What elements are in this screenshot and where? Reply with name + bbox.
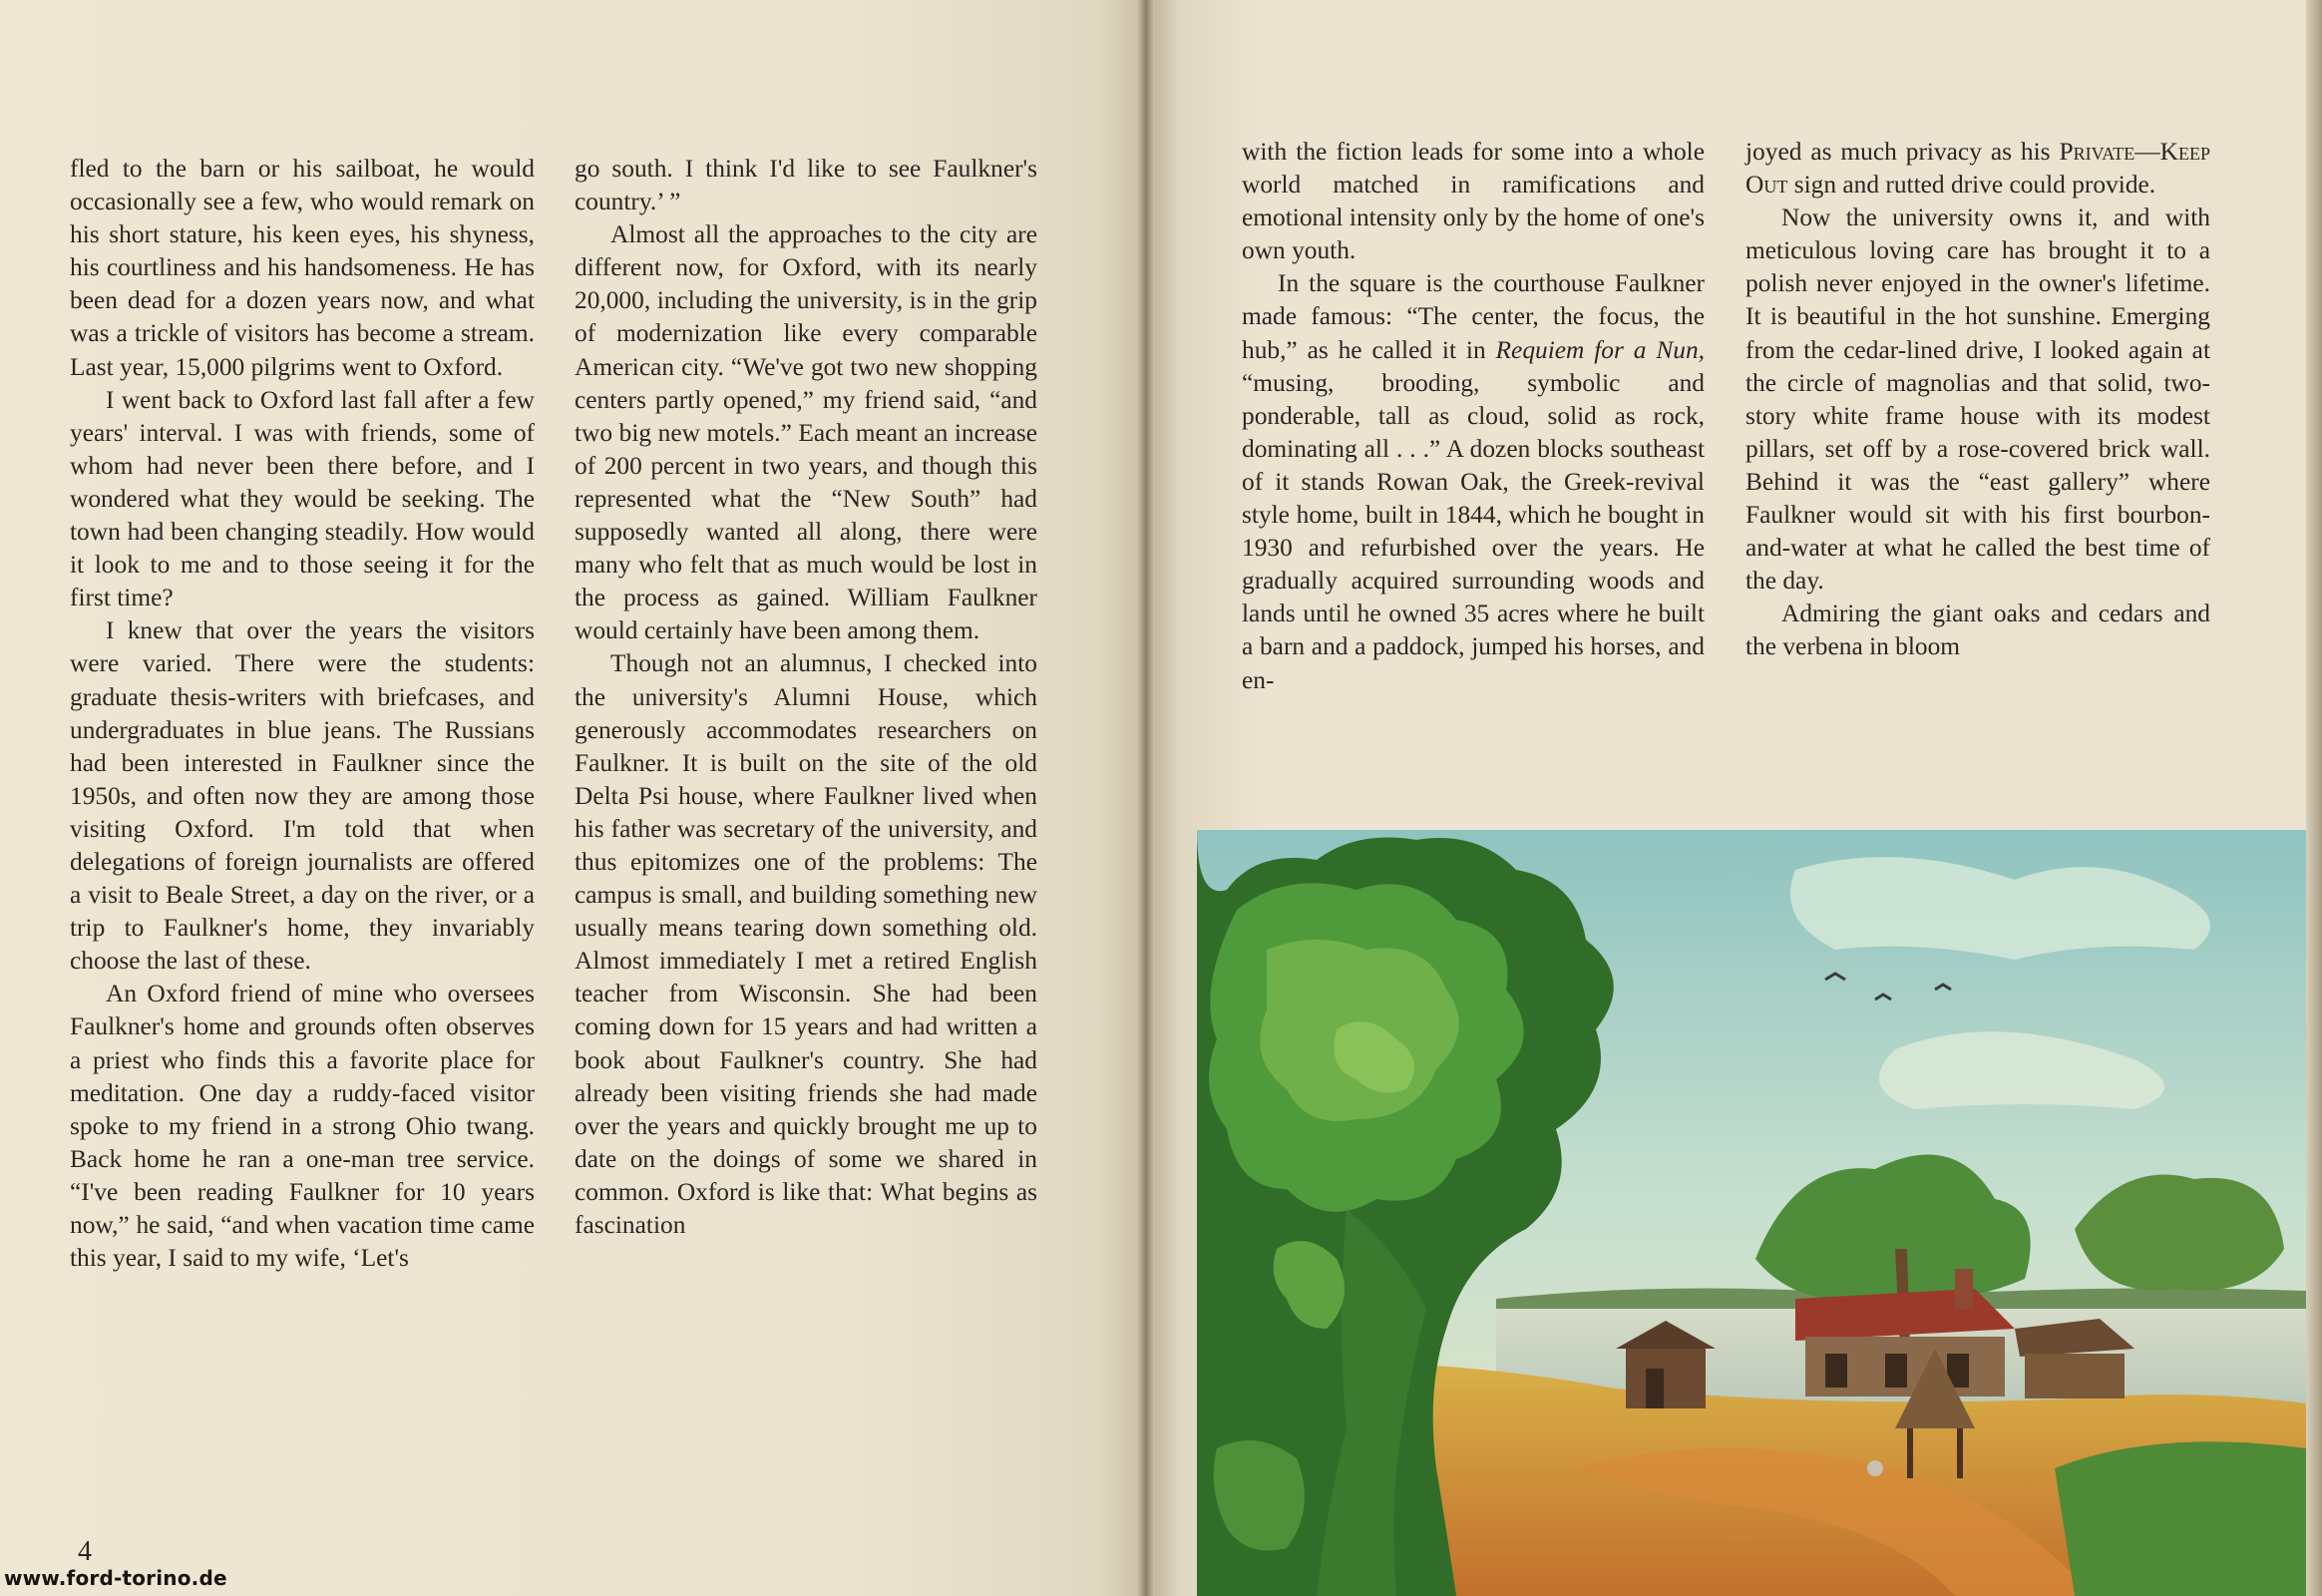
sign-text: Private—Keep Out: [1745, 138, 2210, 200]
paragraph: fled to the barn or his sailboat, he would occasionally see a few, who would remark on his short stature, his keen eyes, his shyness, his courtliness and his handsomeness. He has been dead for a dozen years now, and what was a trickle of visitors has become a stream. Last year, 15,000 pilgrims went to Oxford.: [70, 155, 535, 381]
text-run: joyed as much privacy as his: [1745, 138, 2060, 166]
paragraph: I knew that over the years the visitors were varied. There were the students: graduate thesis-writers with briefcases, and undergraduates in blue jeans. The Russians had been interested in Faulkner since the 1950s, and often now they are among those visiting Oxford. I'm told that when delegations of foreign journalists are offered a visit to Beale Street, a day on the river, or a trip to Faulkner's home, they invariably choose the last of these.: [70, 616, 535, 976]
book-title: Requiem for a Nun,: [1495, 335, 1705, 364]
landscape-painting-icon: [1197, 830, 2306, 1596]
paragraph: An Oxford friend of mine who oversees Faulkner's home and grounds often observes a priest who finds this a favorite place for meditation. One day a ruddy-faced visitor spoke to my friend in a strong Ohio twang. Back home he ran a one-man tree service. “I've been reading Faulkner for 10 years now,” he said, “and when vacation time came this year, I said to my wife, ‘Let's: [70, 980, 535, 1273]
article-column-2: [575, 153, 1037, 1242]
paragraph: I went back to Oxford last fall after a few years' interval. I was with friends, some of whom had never been there before, and I wondered what they would be seeking. The town had been changing steadily. How would it look to me and to those seeing it for the first time?: [70, 385, 535, 612]
article-column-4: [1745, 136, 2210, 664]
article-column-3: [1242, 136, 1705, 697]
text-run: sign and rutted drive could provide.: [1787, 171, 2156, 200]
paragraph: Admiring the giant oaks and cedars and the verbena in bloom: [1745, 599, 2210, 661]
paragraph: Almost all the approaches to the city are different now, for Oxford, with its nearly 20,000, including the university, is in the grip of modernization like every comparable American city. “We've got two new shopping centers partly opened,” my friend said, “and two big new motels.” Each meant an increase of 200 percent in two years, and though this represented what the “New South” had supposedly wanted all along, there were many who felt that as much would be lost in the process as gained. William Faulkner would certainly have been among them.: [575, 220, 1037, 645]
article-column-1: [70, 153, 535, 1275]
watermark: www.ford-torino.de: [4, 1566, 227, 1590]
text-run: In the square is the courthouse Faulkner made famous: “The center, the focus, the hub,” as he called it in: [1242, 269, 1705, 364]
page-edge: [2306, 0, 2322, 1596]
paragraph: [1745, 136, 2210, 201]
paragraph: Though not an alumnus, I checked into the university's Alumni House, which generously accommodates researchers on Faulkner. It is built on the site of the old Delta Psi house, where Faulkner lived when his father was secretary of the university, and thus epitomizes one of the problems: The campus is small, and building something new usually means tearing down something old. Almost immediately I met a retired English teacher from Wisconsin. She had been coming down for 15 years and had written a book about Faulkner's country. She had already been visiting friends she had made over the years and quickly brought me up to date on the doings of some we shared in common. Oxford is like that: What begins as fascination: [575, 649, 1037, 1239]
page-number: 4: [78, 1536, 92, 1567]
text-run: “musing, brooding, symbolic and ponderable, tall as cloud, solid as rock, dominating all . . .” A dozen blocks southeast of it stands Rowan Oak, the Greek-revival style home, built in 1844, which he bought in 1930 and refurbished over the years. He gradually acquired surrounding woods and lands until he owned 35 acres where he built a barn and a paddock, jumped his horses, and en-: [1242, 368, 1705, 694]
book-gutter: [1137, 0, 1155, 1596]
paragraph: [1242, 267, 1705, 696]
left-page: [0, 0, 1145, 1596]
paragraph: go south. I think I'd like to see Faulkner's country.’ ”: [575, 155, 1037, 216]
paragraph: with the fiction leads for some into a whole world matched in ramifications and emotional intensity only by the home of one's own youth.: [1242, 138, 1705, 265]
paragraph: Now the university owns it, and with meticulous loving care has brought it to a polish never enjoyed in the owner's lifetime. It is beautiful in the hot sunshine. Emerging from the cedar-lined drive, I looked again at the circle of magnolias and that solid, two-story white frame house with its modest pillars, set off by a rose-covered brick wall. Behind it was the “east gallery” where Faulkner would sit with his first bourbon-and-water at what he called the best time of the day.: [1745, 203, 2210, 596]
